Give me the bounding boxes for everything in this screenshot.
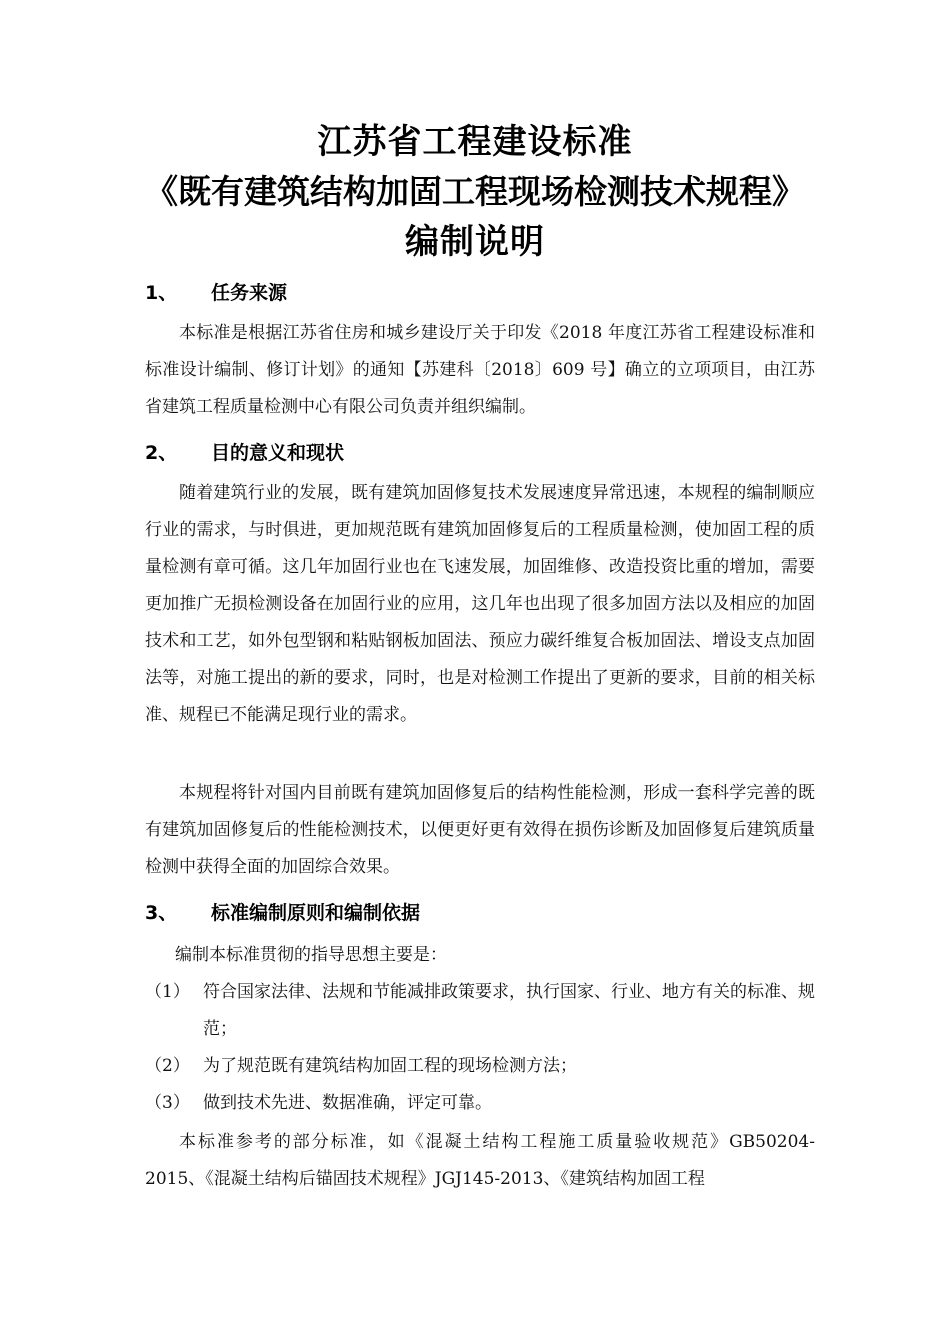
list-item-label: （2） [145,1056,190,1076]
list-item-text: 符合国家法律、法规和节能减排政策要求，执行国家、行业、地方有关的标准、规范； [203,982,815,1039]
section-title: 任务来源 [211,282,288,304]
document-title-line-3: 编制说明 [405,222,545,262]
section-3-closing-paragraph: 本标准参考的部分标准，如《混凝土结构工程施工质量验收规范》GB50204-2015、《混凝土结构后锚固技术规程》JGJ145-2013、《建筑结构加固工程 [145,1132,815,1189]
document-title-line-2: 《既有建筑结构加固工程现场检测技术规程》 [145,172,805,211]
list-item [145,1085,815,1122]
document-title-line-1: 江苏省工程建设标准 [317,122,633,162]
list-item-text: 做到技术先进、数据准确，评定可靠。 [203,1093,492,1113]
section-2-paragraph-1: 随着建筑行业的发展，既有建筑加固修复技术发展速度异常迅速，本规程的编制顺应行业的需求，与时俱进，更加规范既有建筑加固修复后的工程质量检测，使加固工程的质量检测有章可循。这几年加固行业也在飞速发展，加固维修、改造投资比重的增加，需要更加推广无损检测设备在加固行业的应用，这几年也出现了很多加固方法以及相应的加固技术和工艺，如外包型钢和粘贴钢板加固法、预应力碳纤维复合板加固法、增设支点加固法等，对施工提出的新的要求，同时，也是对检测工作提出了更新的要求，目前的相关标准、规程已不能满足现行业的需求。 [145,483,815,725]
section-heading-1 [145,280,287,306]
section-2-paragraph-2: 本规程将针对国内目前既有建筑加固修复后的结构性能检测，形成一套科学完善的既有建筑加固修复后的性能检测技术，以便更好更有效得在损伤诊断及加固修复后建筑质量检测中获得全面的加固综合效果。 [145,783,815,877]
section-number: 3、 [145,902,178,924]
section-title: 标准编制原则和编制依据 [211,902,421,924]
section-number: 1、 [145,282,178,304]
section-title: 目的意义和现状 [211,442,345,464]
list-item [145,974,815,1048]
section-heading-3 [145,900,420,926]
list-item [145,1048,815,1085]
list-item-label: （1） [145,982,190,1002]
section-number: 2、 [145,442,178,464]
section-3-intro: 编制本标准贯彻的指导思想主要是： [175,945,447,965]
section-1-paragraph: 本标准是根据江苏省住房和城乡建设厅关于印发《2018 年度江苏省工程建设标准和标准设计编制、修订计划》的通知【苏建科〔2018〕609 号】确立的立项项目，由江苏省建筑工程质量检测中心有限公司负责并组织编制。 [145,323,815,417]
list-item-label: （3） [145,1093,190,1113]
section-heading-2 [145,440,344,466]
list-item-text: 为了规范既有建筑结构加固工程的现场检测方法； [203,1056,577,1076]
